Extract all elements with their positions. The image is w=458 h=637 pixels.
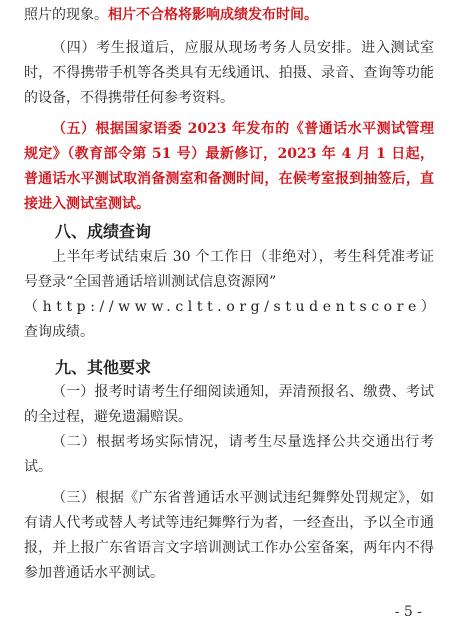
paragraph-other-1: （一）报考时请考生仔细阅读通知，弄清预报名、缴费、考试的全过程，避免遗漏赔误。 [24, 384, 434, 425]
photo-warning-text: 相片不合格将影响成绩发布时间。 [108, 7, 318, 23]
photo-note-text: 照片的现象。 [24, 7, 108, 23]
section-heading-results: 八、成绩查询 [55, 222, 152, 241]
paragraph-photo-note [24, 3, 434, 28]
results-query-tail: 查询成绩。 [24, 324, 94, 340]
paragraph-other-3: （三）根据《广东省普通话水平测试违纪舞弊处罚规定》，如有请人代考或替人考试等违纪舞弊行为者，一经查出，予以全市通报，并上报广东省语言文字培训测试工作办公室备案，两年内不得参加普通话水平测试。 [24, 490, 434, 581]
results-url-link[interactable]: （http://www.cltt.org/studentscore） [24, 299, 440, 315]
section-heading-other: 九、其他要求 [55, 358, 152, 377]
paragraph-item-5: （五）根据国家语委 2023 年发布的《普通话水平测试管理规定》（教育部令第 51 号）最新修订，2023 年 4 月 1 日起，普通话水平测试取消备测室和备测时间，在候考室报到抽签后，直接进入测试室测试。 [24, 121, 434, 212]
paragraph-other-2: （二）根据考场实际情况，请考生尽量选择公共交通出行考试。 [24, 434, 434, 475]
page-number: - 5 - [394, 604, 422, 620]
paragraph-results-query: 上半年考试结束后 30 个工作日（非绝对），考生科凭准考证号登录“全国普通话培训测试信息资源网” [24, 249, 434, 290]
paragraph-item-4: （四）考生报道后，应服从现场考务人员安排。进入测试室时，不得携带手机等各类具有无线通讯、拍摄、录音、查询等功能的设备，不得携带任何参考资料。 [24, 40, 434, 106]
